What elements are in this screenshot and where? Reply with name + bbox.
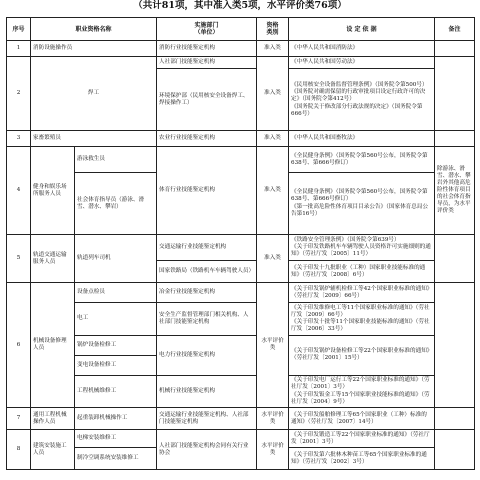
row-subcategory: 电工 — [75, 303, 157, 336]
row-subcategory: 锅炉设备检修工 — [75, 335, 157, 355]
row-basis — [289, 303, 435, 336]
row-subcategory: 电梯安装维修工 — [75, 430, 157, 448]
table-row — [7, 303, 475, 336]
row-dept: 人社部门技能鉴定机构 — [157, 57, 257, 69]
row-seq: 5 — [7, 235, 31, 283]
table-row — [7, 408, 475, 430]
basis-item: 《关于印发维修电工等11个国家职业标准的通知》（劳社厅发〔2009〕66号） — [291, 304, 430, 318]
row-note — [435, 408, 475, 430]
row-dept: 冶金行业技能鉴定机构 — [157, 283, 257, 303]
row-note — [435, 41, 475, 57]
header-type: 资格 类别 — [257, 18, 289, 41]
table-row — [7, 283, 475, 303]
row-type: 准入类 — [257, 147, 289, 235]
row-dept: 农业行业技能鉴定机构 — [157, 131, 257, 147]
row-category: 健身和娱乐场所服务人员 — [31, 147, 75, 235]
row-basis — [289, 69, 435, 131]
basis-item: 《关于印发钣金工等15个国家职业技能标准的通知》（劳社厅发〔2004〕9号） — [291, 391, 430, 405]
row-basis — [289, 335, 435, 375]
row-basis — [289, 261, 435, 283]
header-seq: 序号 — [7, 18, 31, 41]
basis-item: 《关于印发铁路机车车辆驾驶人员资格许可实施细则的通知》（劳社厅发〔2005〕11号） — [291, 244, 431, 258]
basis-item: 《铁路安全管理条例》（国务院令第639号） — [291, 236, 400, 243]
row-subcategory: 社会体育指导员（游泳、滑雪、潜水、攀岩） — [75, 173, 157, 235]
row-subcategory: 游泳救生员 — [75, 147, 157, 173]
table-row — [7, 131, 475, 147]
row-basis — [289, 408, 435, 430]
header-basis: 设 定 依 据 — [289, 18, 435, 41]
basis-item: 《关于印发电厂运行工等22个国家职业标准的通知》（劳社厅发〔2001〕3号） — [291, 377, 430, 390]
row-type: 准入类 — [257, 57, 289, 131]
basis-item: 《国务院对确需保留的行政审批项目设定行政许可的决定》（国务院令第412号） — [291, 89, 426, 102]
basis-item: 《关于印发锻造工等22个国家职业标准的通知》（劳社厅发〔2001〕3号） — [291, 431, 430, 445]
row-dept: 环境保护部（民用核安全设备焊工、焊接操作工） — [157, 69, 257, 131]
row-category: 通用工程机械操作人员 — [31, 408, 75, 430]
row-subcategory: 制冷空调系统安装维修工 — [75, 448, 157, 470]
row-type: 准入类 — [257, 235, 289, 283]
header-note: 备注 — [435, 18, 475, 41]
row-dept: 电力行业技能鉴定机构 — [157, 335, 257, 375]
table-header-row — [7, 18, 475, 41]
row-dept: 体育行业技能鉴定机构 — [157, 147, 257, 235]
row-note — [435, 57, 475, 131]
row-category: 消防设施操作员 — [31, 41, 157, 57]
table-row — [7, 235, 475, 261]
table-row — [7, 375, 475, 408]
row-seq: 8 — [7, 430, 31, 470]
row-dept: 安全生产监督管理部门相关机构、人社部门技能鉴定机构 — [157, 303, 257, 336]
header-category: 职业资格名称 — [31, 18, 157, 41]
row-dept: 人社部门技能鉴定机构会同有关行业协会 — [157, 430, 257, 470]
row-seq: 6 — [7, 283, 31, 408]
basis-item: 《关于印发十九批职业（工种）国家职业技能标准的通知》（劳社厅发〔2008〕6号） — [291, 264, 426, 278]
row-seq: 7 — [7, 408, 31, 430]
basis-item: 《全民健身条例》（国务院令第560号公布，国务院令第638号、第666号修订） — [291, 189, 428, 203]
row-note — [435, 430, 475, 470]
page-title: （共计81项，其中准入类5项，水平评价类76项） — [133, 0, 347, 11]
row-category: 家畜繁殖员 — [31, 131, 157, 147]
basis-item: 《第一批高危险性体育项目目录公告》（国家体育总局公告第16号） — [291, 203, 429, 217]
row-dept: 机械行业技能鉴定机构 — [157, 375, 257, 408]
row-basis — [289, 173, 435, 235]
row-seq: 1 — [7, 41, 31, 57]
row-type: 准入类 — [257, 131, 289, 147]
row-subcategory: 工程机械维修工 — [75, 375, 157, 408]
basis-item: 《关于印发第六批林木种苗工等65个国家职业标准的通知》（劳社厅发〔2002〕3号） — [291, 451, 427, 465]
basis-item: 《中华人民共和国畜牧法》 — [291, 135, 359, 141]
basis-item: 《民用核安全设备监督管理条例》（国务院令第500号） — [291, 81, 428, 88]
basis-item: 《关于印发船舶修理工等65个国家职业（工种）标准的通知》（劳社厅发〔2007〕14号） — [291, 411, 427, 425]
row-seq: 4 — [7, 147, 31, 235]
basis-item: 《中华人民共和国消防法》 — [291, 45, 359, 51]
basis-item: 《关于印发锅炉设备检修工等22个国家职业标准的通知》（劳社厅发〔2001〕15号） — [291, 348, 430, 361]
table-row — [7, 57, 475, 69]
row-basis — [289, 430, 435, 448]
basis-item: 《关于印发锅炉辅机检修工等42个国家职业标准的通知》（劳社厅发〔2009〕66号） — [291, 285, 430, 299]
row-type: 水平评价类 — [257, 283, 289, 408]
qualification-table — [6, 17, 475, 470]
basis-item: 《国务院关于修改部分行政法规的决定》（国务院令第666号） — [291, 103, 423, 117]
row-subcategory: 起重装卸机械操作工 — [75, 408, 157, 430]
row-seq: 3 — [7, 131, 31, 147]
table-row — [7, 147, 475, 173]
row-dept: 消防行业技能鉴定机构 — [157, 41, 257, 57]
table-row — [7, 41, 475, 57]
row-basis — [289, 283, 435, 303]
header-dept: 实施部门 （单位） — [157, 18, 257, 41]
row-basis — [289, 448, 435, 470]
row-seq: 2 — [7, 57, 31, 131]
row-basis — [289, 235, 435, 261]
row-category: 轨道交通运输服务人员 — [31, 235, 75, 283]
table-row — [7, 335, 475, 355]
row-dept: 交通运输行业技能鉴定机构、人社部门技能鉴定机构 — [157, 408, 257, 430]
basis-item: 《关于印发十批等11个国家职业技能标准的通知》（劳社厅发〔2006〕33号） — [291, 319, 430, 332]
row-note: 除游泳、滑雪、潜水、攀岩外其他高危险性体育项目的社会体育指导员，为水平评价类 — [435, 147, 475, 235]
row-note — [435, 283, 475, 408]
row-dept: 交通运输行业技能鉴定机构 — [157, 235, 257, 261]
row-note — [435, 131, 475, 147]
row-category: 焊工 — [31, 57, 157, 131]
basis-item: 《中华人民共和国劳动法》 — [291, 59, 359, 65]
row-dept: 国家铁路局（铁路机车车辆驾驶人员） — [157, 261, 257, 283]
row-type: 水平评价类 — [257, 430, 289, 470]
row-subcategory: 变电设备检修工 — [75, 355, 157, 375]
table-row — [7, 430, 475, 448]
basis-item: 《全民健身条例》（国务院令第560号公布，国务院令第638号、第666号修订） — [291, 152, 428, 166]
row-basis — [289, 131, 435, 147]
row-basis — [289, 57, 435, 69]
row-basis — [289, 147, 435, 173]
row-category: 机械设备修理人员 — [31, 283, 75, 408]
row-category: 建筑安装施工人员 — [31, 430, 75, 470]
row-basis — [289, 41, 435, 57]
row-subcategory: 轨道列车司机 — [75, 235, 157, 283]
row-type: 准入类 — [257, 41, 289, 57]
row-subcategory: 设备点检员 — [75, 283, 157, 303]
row-basis — [289, 375, 435, 408]
row-type: 水平评价类 — [257, 408, 289, 430]
row-note — [435, 235, 475, 283]
